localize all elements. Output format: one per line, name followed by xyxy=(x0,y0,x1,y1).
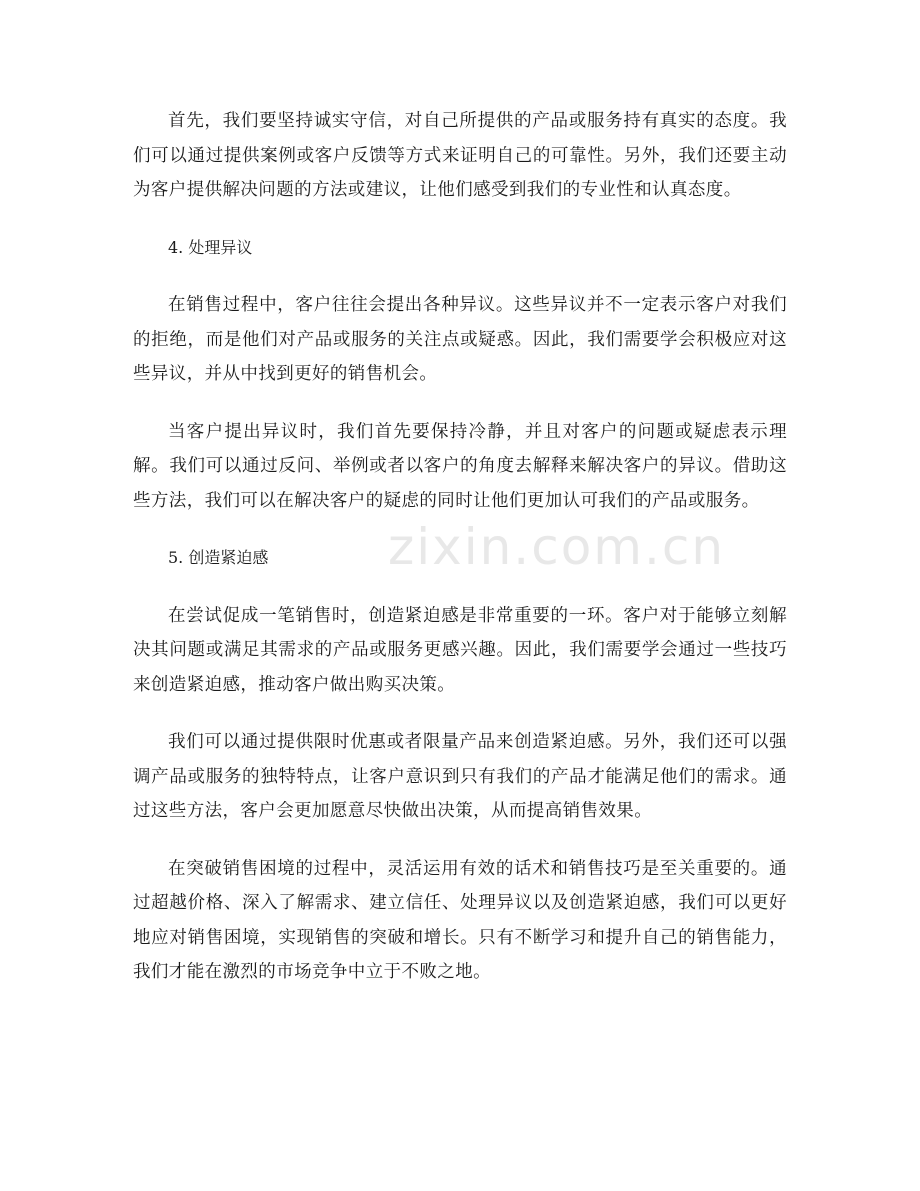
paragraph-conclusion: 在突破销售困境的过程中，灵活运用有效的话术和销售技巧是至关重要的。通过超越价格、深入了解需求、建立信任、处理异议以及创造紧迫感，我们可以更好地应对销售困境，实现销售的突破和增长。只有不断学习和提升自己的销售能力，我们才能在激烈的市场竞争中立于不败之地。 xyxy=(133,858,787,982)
paragraph-urgency-intro: 在尝试促成一笔销售时，创造紧迫感是非常重要的一环。客户对于能够立刻解决其问题或满足其需求的产品或服务更感兴趣。因此，我们需要学会通过一些技巧来创造紧迫感，推动客户做出购买决策。 xyxy=(133,605,787,695)
section-heading-handle-objections: 4. 处理异议 xyxy=(168,237,253,257)
paragraph-objections-intro: 在销售过程中，客户往往会提出各种异议。这些异议并不一定表示客户对我们的拒绝，而是他们对产品或服务的关注点或疑惑。因此，我们需要学会积极应对这些异议，并从中找到更好的销售机会。 xyxy=(133,295,787,384)
watermark: zixin.com.cn xyxy=(388,518,726,576)
section-heading-urgency: 5. 创造紧迫感 xyxy=(168,548,269,567)
paragraph-honesty: 首先，我们要坚持诚实守信，对自己所提供的产品或服务持有真实的态度。我们可以通过提供案例或客户反馈等方式来证明自己的可靠性。另外，我们还要主动为客户提供解决问题的方法或建议，让他们感受到我们的专业性和认真态度。 xyxy=(133,111,787,200)
document-body xyxy=(133,104,787,1013)
paragraph-objections-method: 当客户提出异议时，我们首先要保持冷静，并且对客户的问题或疑虑表示理解。我们可以通过反问、举例或者以客户的角度去解释来解决客户的异议。借助这些方法，我们可以在解决客户的疑虑的同时让他们更加认可我们的产品或服务。 xyxy=(133,421,787,511)
paragraph-urgency-method: 我们可以通过提供限时优惠或者限量产品来创造紧迫感。另外，我们还可以强调产品或服务的独特特点，让客户意识到只有我们的产品才能满足他们的需求。通过这些方法，客户会更加愿意尽快做出决策，从而提高销售效果。 xyxy=(133,732,787,821)
